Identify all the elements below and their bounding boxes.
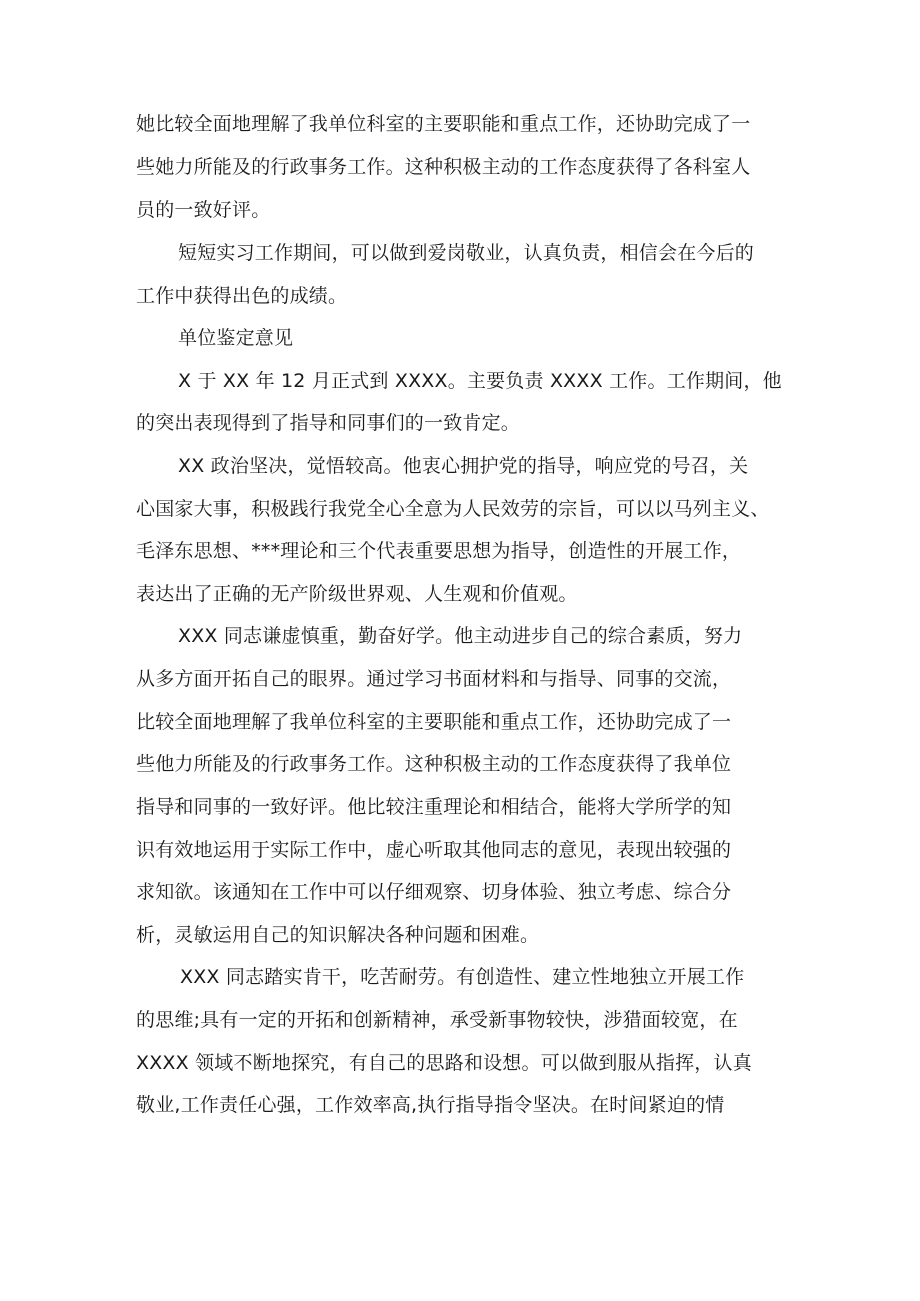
text-line: 求知欲。该通知在工作中可以仔细观察、切身体验、独立考虑、综合分 <box>136 881 732 903</box>
text-line: 心国家大事，积极践行我党全心全意为人民效劳的宗旨，可以以马列主义、 <box>136 498 770 520</box>
text-line: 的思维;具有一定的开拓和创新精神，承受新事物较快，涉猎面较宽，在 <box>136 1009 738 1031</box>
text-line: 些他力所能及的行政事务工作。这种积极主动的工作态度获得了我单位 <box>136 753 732 775</box>
text-line: 析，灵敏运用自己的知识解决各种问题和困难。 <box>136 924 540 946</box>
text-line: 她比较全面地理解了我单位科室的主要职能和重点工作，还协助完成了一 <box>136 113 751 135</box>
section-heading: 单位鉴定意见 <box>178 327 294 349</box>
text-line: XXXX 领域不断地探究，有自己的思路和设想。可以做到服从指挥，认真 <box>136 1052 752 1074</box>
text-line: 的突出表现得到了指导和同事们的一致肯定。 <box>136 412 521 434</box>
paragraph-start-line: XX 政治坚决，觉悟较高。他衷心拥护党的指导，响应党的号召，关 <box>178 455 749 477</box>
text-line: 比较全面地理解了我单位科室的主要职能和重点工作，还协助完成了一 <box>136 711 732 733</box>
text-line: 些她力所能及的行政事务工作。这种积极主动的工作态度获得了各科室人 <box>136 156 751 178</box>
text-line: 指导和同事的一致好评。他比较注重理论和相结合，能将大学所学的知 <box>136 796 732 818</box>
text-line: 员的一致好评。 <box>136 199 271 221</box>
text-line: 识有效地运用于实际工作中，虚心听取其他同志的意见，表现出较强的 <box>136 839 732 861</box>
paragraph-start-line: X 于 XX 年 12 月正式到 XXXX。主要负责 XXXX 工作。工作期间，他 <box>178 370 782 392</box>
text-line: 毛泽东思想、***理论和三个代表重要思想为指导，创造性的开展工作， <box>136 540 742 562</box>
text-line: 敬业,工作责任心强，工作效率高,执行指导指令坚决。在时间紧迫的情 <box>136 1094 725 1116</box>
text-line: 从多方面开拓自己的眼界。通过学习书面材料和与指导、同事的交流， <box>136 668 732 690</box>
text-line: 表达出了正确的无产阶级世界观、人生观和价值观。 <box>136 583 578 605</box>
paragraph-start-line: XXX 同志踏实肯干，吃苦耐劳。有创造性、建立性地独立开展工作 <box>180 966 745 988</box>
text-line: 工作中获得出色的成绩。 <box>136 285 348 307</box>
paragraph-start-line: XXX 同志谦虚慎重，勤奋好学。他主动进步自己的综合素质，努力 <box>178 625 743 647</box>
paragraph-start-line: 短短实习工作期间，可以做到爱岗敬业，认真负责，相信会在今后的 <box>178 242 755 264</box>
